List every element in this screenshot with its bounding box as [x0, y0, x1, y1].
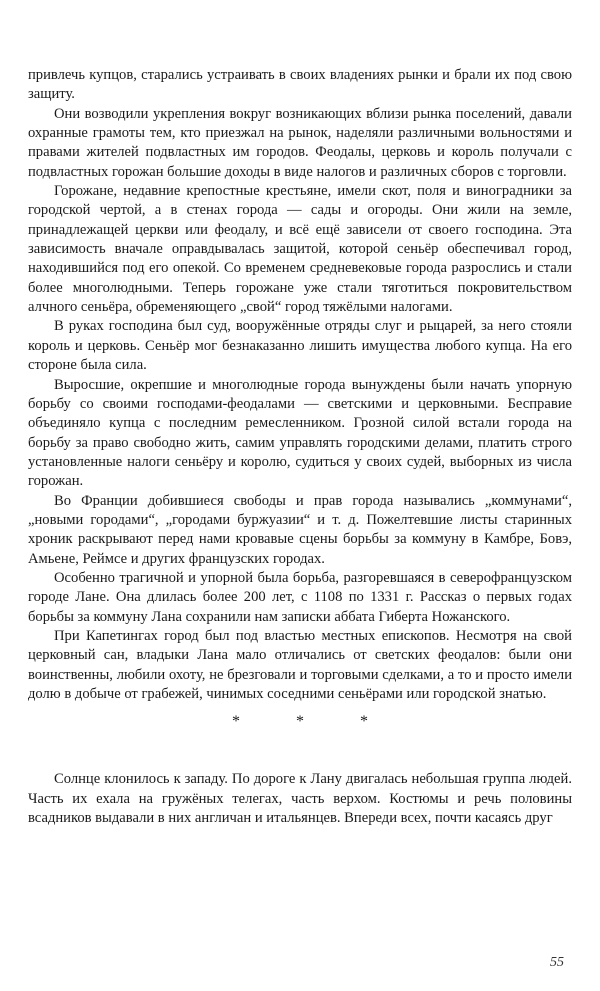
paragraph-communes: Во Франции добившиеся свободы и прав города назывались „коммунами“, „новыми городами“, „городами буржуазии“ и т. д. Пожелтевшие листы старинных хроник раскрывают перед нами кровавые сцены борьбы за коммуну в Камбре, Бовэ, Амьене, Реймсе и других французских городах. — [28, 492, 572, 567]
paragraph-sunset: Солнце клонилось к западу. По дороге к Лану двигалась небольшая группа людей. Часть их ехала на гружёных телегах, часть верхом. Костюмы и речь половины всадников выдавали в них англичан и итальянцев. Впереди всех, почти касаясь друг — [28, 771, 572, 827]
book-page — [28, 66, 572, 828]
paragraph-capetians: При Капетингах город был под властью местных епископов. Несмотря на свой церковный сан, владыки Лана мало отличались от светских феодалов: были они воинственны, любили охоту, не брезговали и торговыми сделками, а то и просто имели долю в добыче от грабежей, чинимых соседними сеньёрами или городской знатью. — [28, 627, 572, 702]
paragraph-continuation: привлечь купцов, старались устраивать в своих владениях рынки и брали их под свою защиту. — [28, 67, 572, 103]
section-separator: * * * — [232, 713, 394, 731]
paragraph-struggle: Выросшие, окрепшие и многолюдные города вынуждены были начать упорную борьбу со своими господами-феодалами — светскими и церковными. Бесправие объединяло купца с последним ремесленником. Грозной силой встали города на борьбу за право свободно жить, самим управлять городскими делами, платить строго установленные налоги сеньёру и королю, судиться у своих судей, выборных из числа горожан. — [28, 376, 572, 490]
paragraph-lord-power: В руках господина был суд, вооружённые отряды слуг и рыцарей, за него стояли король и церковь. Сеньёр мог безнаказанно лишить имущества любого купца. На его стороне была сила. — [28, 318, 572, 374]
paragraph-laon: Особенно трагичной и упорной была борьба, разгоревшаяся в северофранцузском городе Лане. Она длилась более 200 лет, с 1108 по 1331 г. Рассказ о первых годах борьбы за коммуну Лана сохранили нам записки аббата Гиберта Ножанского. — [28, 569, 572, 625]
paragraph-fortifications: Они возводили укрепления вокруг возникающих вблизи рынка поселений, давали охранные грамоты тем, кто приезжал на рынок, наделяли различными вольностями и правами жителей подвластных им городов. Феодалы, церковь и король получали с подвластных горожан большие доходы в виде налогов и различных сборов с торговли. — [28, 105, 572, 180]
paragraph-townspeople: Горожане, недавние крепостные крестьяне, имели скот, поля и виноградники за городской чертой, а в стенах города — сады и огороды. Они жили на земле, принадлежащей церкви или феодалу, и всё ещё зависели от своего господина. Эта зависимость вначале оправдывалась защитой, которой сеньёр обеспечивал город, находившийся под его опекой. Со временем средневековые города разрослись и стали более многолюдными. Теперь горожане уже стали тяготиться покровительством алчного сеньёра, обременяющего „свой“ город тяжёлыми налогами. — [28, 183, 572, 316]
page-number: 55 — [550, 955, 564, 970]
